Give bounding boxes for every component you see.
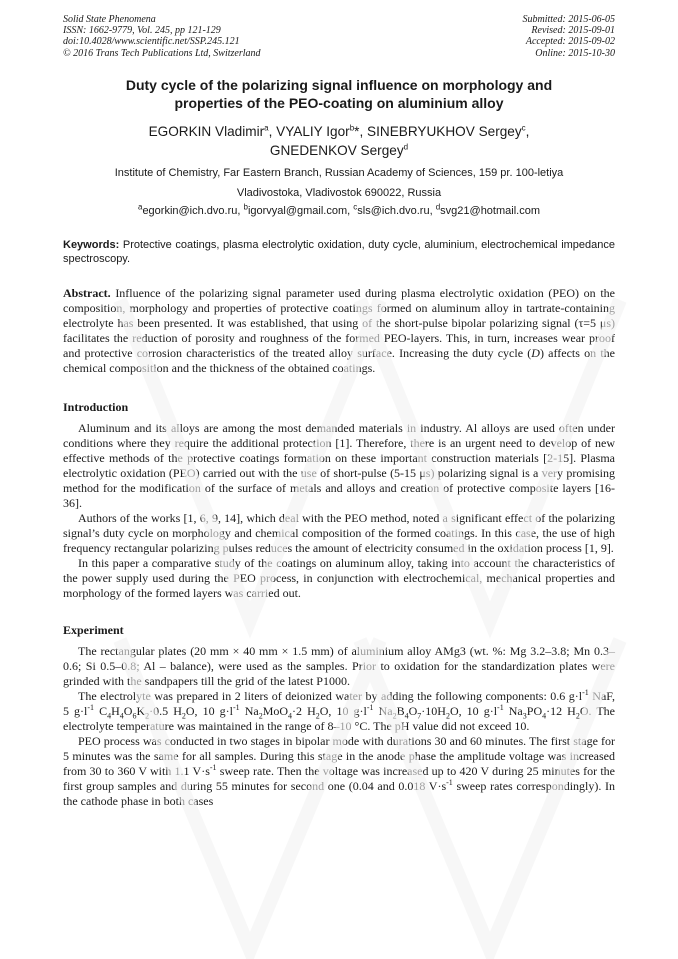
author-name: VYALIY Igor xyxy=(276,123,350,139)
intro-paragraph-1: Aluminum and its alloys are among the most demanded materials in industry. Al alloys are used often under conditions where they require the additional protection [1]. Therefore, there is an urgent need to develop of new effective methods of the protective coatings formation on these important construction materials [2-15]. Plasma electrolytic oxidation (PEO) carried out with the use of short-pulse (5-15 μs) polarizing signal is a very promising method for the modification of the surface of metals and alloys and creation of protective composite layers [16-36]. xyxy=(63,420,615,510)
email-link[interactable]: svg21@hotmail.com xyxy=(440,204,540,217)
journal-name: Solid State Phenomena xyxy=(63,14,156,25)
experiment-paragraph-3: PEO process was conducted in two stages in bipolar mode with durations 30 and 60 minutes. The first stage for 5 minutes was the same for all samples. During this stage in the anode phase the amplitude voltage was increased from 30 to 360 V with 1.1 $V\cdot s^{-1}$ sweep rate. Then the voltage was increased up to 420 V during 25 minutes for the first group samples and during 55 minutes for second one (0.04 and 0.018 $V\cdot s^{-1}$ sweep rates correspondingly). In the cathode phase in both cases xyxy=(63,733,615,808)
introduction-heading: Introduction xyxy=(63,399,129,414)
abstract-label: Abstract. xyxy=(63,285,111,300)
journal-doi[interactable]: doi:10.4028/www.scientific.net/SSP.245.121 xyxy=(63,36,240,48)
journal-header xyxy=(63,14,615,59)
keywords-label: Keywords: xyxy=(63,238,120,251)
experiment-paragraph-1: The rectangular plates (20 mm × 40 mm × 1.5 mm) of aluminium alloy AMg3 (wt. %: Mg 3.2–3.8; Mn 0.3–0.6; Si 0.5–0.8; Al – balance), were used as the samples. Prior to oxidation for the standardization plates were grinded with the sandpapers till the grid of the latest P1000. xyxy=(63,643,615,688)
journal-copyright: © 2016 Trans Tech Publications Ltd, Switzerland xyxy=(63,47,261,59)
journal-issn: ISSN: 1662-9779, Vol. 245, pp 121-129 xyxy=(63,25,221,37)
affiliation xyxy=(63,163,615,203)
date-online: Online: 2015-10-30 xyxy=(535,47,615,59)
email-link[interactable]: igorvyal@gmail.com xyxy=(247,204,348,217)
publication-dates xyxy=(523,14,616,59)
author-sup: a xyxy=(264,123,269,133)
experiment-paragraph-2: The electrolyte was prepared in 2 liters of deionized water by adding the following components: 0.6 $g\cdot l^{-1}$ NaF, 5 $g\cdot l^{-1}$ $C_4H_4O_6K_2\cdot 0.5$ $H_2O$, 10 $g\cdot l^{-1}$ $Na_2MoO_4\cdot 2$ $H_2O$, 10 $g\cdot l^{-1}$ $Na_2B_4O_7\cdot 10H_2O$, 10 $g\cdot l^{-1}$ $Na_3PO_4\cdot 12$ $H_2O$. The electrolyte temperature was maintained in the range of 8–10 °C. The pH value did not exceed 10. xyxy=(63,687,615,733)
keywords xyxy=(63,238,615,266)
author-emails: $^a$egorkin@ich.dvo.ru, $^b$igorvyal@gmail.com, $^c$sls@ich.dvo.ru, $^d$svg21@hotmail.com xyxy=(137,202,540,217)
date-revised: Revised: 2015-09-01 xyxy=(531,25,615,37)
experiment-heading: Experiment xyxy=(63,622,124,637)
date-accepted: Accepted: 2015-09-02 xyxy=(525,36,615,48)
author-name: EGORKIN Vladimir xyxy=(148,123,265,139)
corresponding-mark: * xyxy=(354,123,360,139)
author-list xyxy=(63,122,615,160)
title-line-1: Duty cycle of the polarizing signal influence on morphology and xyxy=(125,76,553,93)
intro-paragraph-3: In this paper a comparative study of the coatings on aluminum alloy, taking into account the characteristics of the power supply used during the PEO process, in conjunction with electrochemical, mechanical properties and morphology of the formed layers was carried out. xyxy=(63,555,615,600)
affiliation-line-1: Institute of Chemistry, Far Eastern Branch, Russian Academy of Sciences, 159 pr. 100-letiya xyxy=(114,166,564,179)
author-name: SINEBRYUKHOV Sergey xyxy=(367,123,522,139)
email-sup: d xyxy=(435,202,441,212)
date-submitted: Submitted: 2015-06-05 xyxy=(522,14,615,25)
email-link[interactable]: sls@ich.dvo.ru xyxy=(357,204,430,217)
abstract-text-end: ) affects on the chemical composition and the thickness of the obtained coatings. xyxy=(63,345,615,375)
intro-paragraph-2: Authors of the works [1, 6, 9, 14], which deal with the PEO method, noted a significant effect of the polarizing signal’s duty cycle on morphology and chemical composition of the formed coatings. In this case, the use of high frequency rectangular polarizing pulses reduces the amount of electricity consumed in the oxidation process [1, 9]. xyxy=(63,510,615,555)
authors-line-1: EGORKIN Vladimir$^a$, VYALIY Igor$^b$*, SINEBRYUKHOV Sergey$^c$, xyxy=(148,123,530,139)
email-sup: c xyxy=(353,202,358,212)
affiliation-line-2: Vladivostoka, Vladivostok 690022, Russia xyxy=(236,186,442,199)
abstract-text: Influence of the polarizing signal parameter used during plasma electrolytic oxidation (PEO) on the composition, morphology and properties of protective coatings formed on aluminum alloy in tartrate-containing electrolyte has been presented. It was established, that using of the short-pulse bipolar polarizing signal (τ=5 μs) facilitates the reduction of porosity and roughness of the formed PEO-layers. This, in turn, increases wear proof and protective corrosion characteristics of the treated alloy surface. Increasing the duty cycle ( xyxy=(63,285,615,360)
author-sup: d xyxy=(403,142,409,152)
title-line-2: properties of the PEO-coating on aluminium alloy xyxy=(174,94,504,111)
authors-line-2 xyxy=(63,141,615,160)
email-sup: b xyxy=(243,202,248,212)
abstract-duty-symbol: D xyxy=(531,345,540,360)
author-sup: c xyxy=(521,123,526,133)
keywords-text: Protective coatings, plasma electrolytic oxidation, duty cycle, aluminium, electrochemical impedance spectroscopy. xyxy=(63,238,616,265)
email-link[interactable]: egorkin@ich.dvo.ru xyxy=(142,204,238,217)
journal-info xyxy=(63,14,261,59)
author-name: GNEDENKOV Sergey xyxy=(269,142,404,158)
email-sup: a xyxy=(137,202,143,212)
author-sup: b xyxy=(349,123,355,133)
abstract xyxy=(63,286,615,376)
paper-title xyxy=(63,76,615,112)
